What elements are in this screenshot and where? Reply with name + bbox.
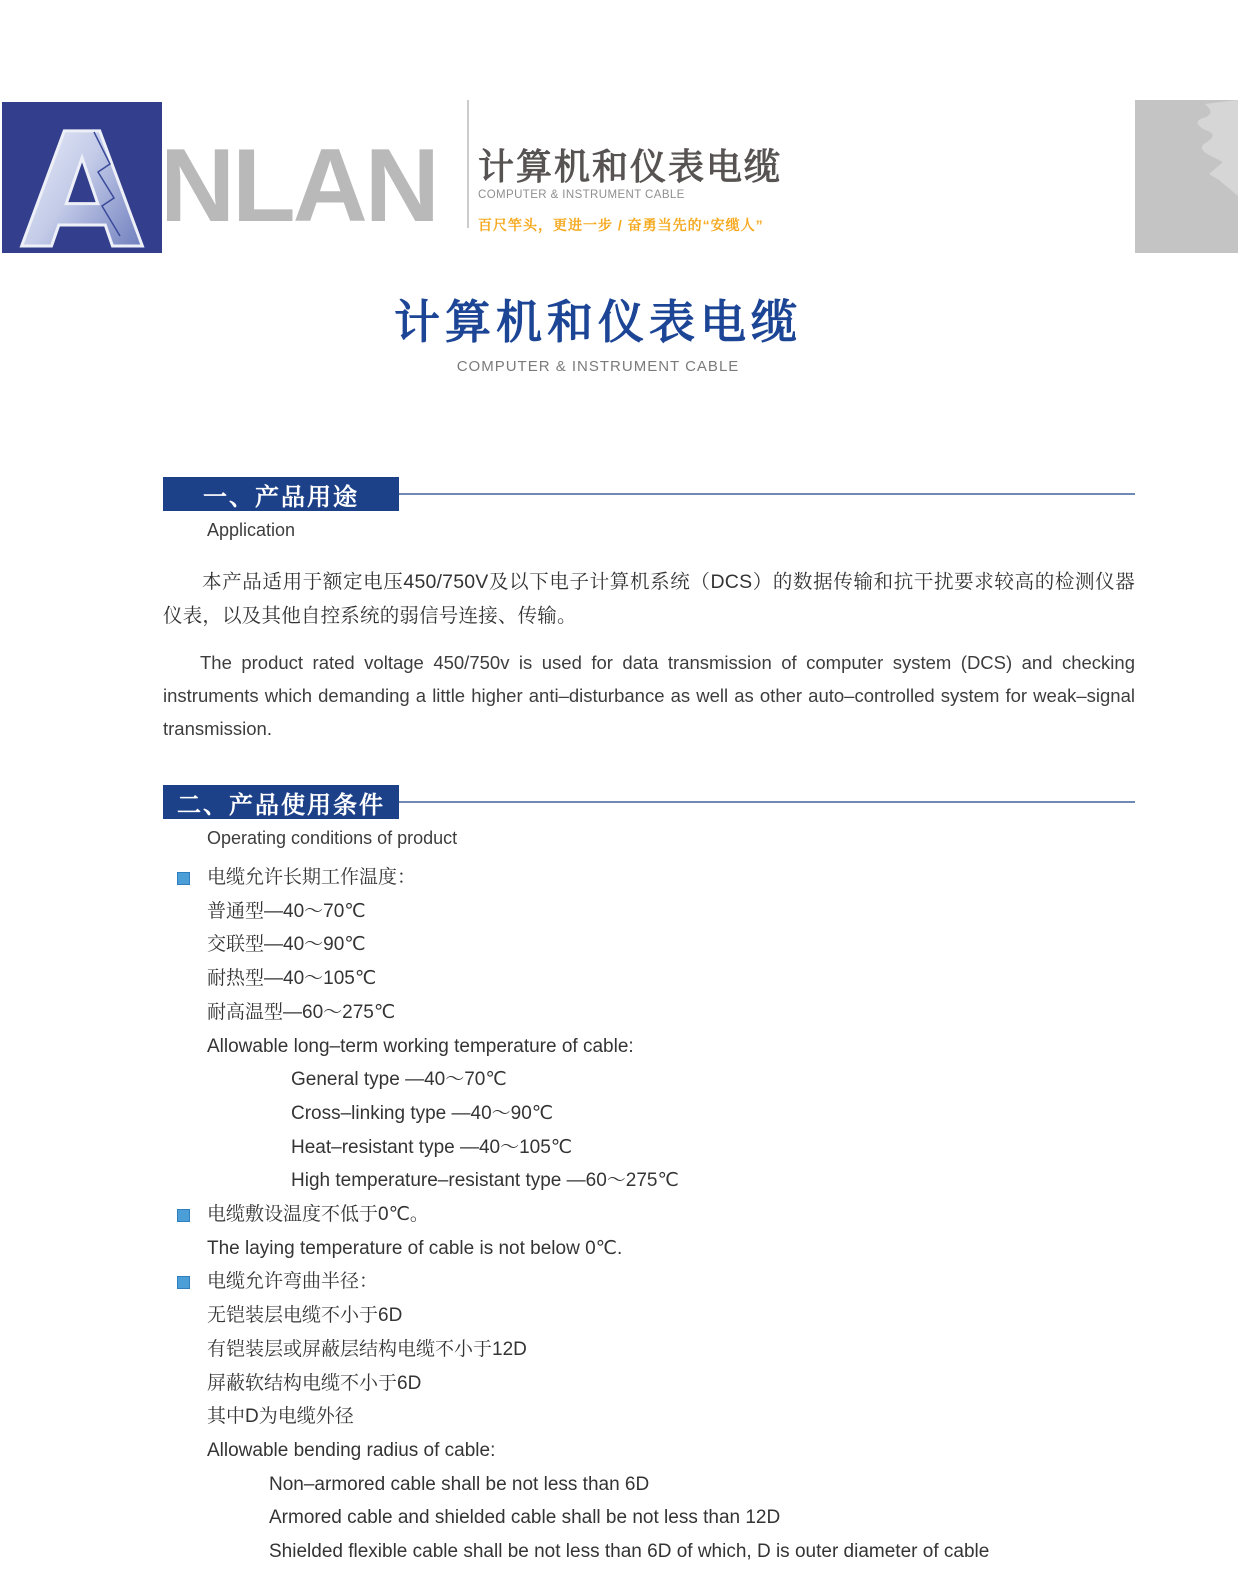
section-heading-rule [399,801,1135,803]
condition-line: Non–armored cable shall be not less than 6D [269,1473,650,1495]
condition-line: Cross–linking type —40～90℃ [291,1102,554,1124]
condition-line: 耐热型—40～105℃ [207,968,377,990]
condition-line: 电缆敷设温度不低于0℃。 [163,1198,1135,1232]
header-title-cn: 计算机和仪表电缆 [478,146,783,187]
condition-line: 交联型—40～90℃ [207,934,366,956]
header-title-en: COMPUTER & INSTRUMENT CABLE [478,188,685,201]
condition-line: 电缆允许弯曲半径： [163,1265,1135,1299]
condition-line: General type —40～70℃ [291,1069,507,1091]
header-slogan: 百尺竿头，更进一步 / 奋勇当先的“安缆人” [478,216,764,233]
anlan-logo-mark [2,100,162,284]
condition-line: High temperature–resistant type —60～275℃ [291,1170,679,1192]
condition-line: 无铠装层电缆不小于6D [207,1305,403,1327]
anlan-logo-text: NLAN [160,128,437,244]
corner-photo [1135,100,1238,253]
condition-line: 有铠装层或屏蔽层结构电缆不小于12D [207,1338,527,1360]
section-application [163,477,1135,745]
condition-line: The laying temperature of cable is not below 0℃. [207,1237,623,1259]
section-heading-row [163,477,1135,511]
conditions-list [163,861,1135,1569]
condition-line: 普通型—40～70℃ [207,900,366,922]
header-title-block [478,147,782,235]
section-heading-application: 一、产品用途 [163,477,399,511]
condition-line: 其中D为电缆外径 [207,1406,354,1428]
header-divider [467,100,469,228]
page-subtitle: COMPUTER & INSTRUMENT CABLE [456,357,740,375]
svg-text:A: A [20,100,144,284]
application-paragraph-en: The product rated voltage 450/750v is used for data transmission of computer system (DCS) and checking instruments which demanding a little higher anti–disturbance as well as other auto–controlled system for weak–signal transmission. [163,652,1135,739]
page-title-block [0,296,1196,375]
condition-line: 电缆允许长期工作温度： [163,861,1135,895]
section-heading-rule [399,493,1135,495]
section-heading-conditions: 二、产品使用条件 [163,785,399,819]
leaf-icon [1135,100,1238,253]
condition-line: Armored cable and shielded cable shall be not less than 12D [269,1507,781,1529]
condition-line: Shielded flexible cable shall be not less than 6D of which, D is outer diameter of cable [269,1541,990,1563]
section-heading-application-en: Application [207,520,296,540]
application-paragraph-cn: 本产品适用于额定电压450/750V及以下电子计算机系统（DCS）的数据传输和抗干扰要求较高的检测仪器仪表，以及其他自控系统的弱信号连接、传输。 [163,571,1135,627]
logo-a-icon [2,100,162,284]
condition-line: 屏蔽软结构电缆不小于6D [207,1372,422,1394]
condition-line: Heat–resistant type —40～105℃ [291,1136,573,1158]
page-title: 计算机和仪表电缆 [394,296,802,348]
condition-line: 耐高温型—60～275℃ [207,1001,396,1023]
section-heading-conditions-en: Operating conditions of product [207,828,458,848]
section-heading-row [163,785,1135,819]
condition-line: Allowable bending radius of cable: [207,1439,496,1461]
content [163,470,1135,1569]
section-operating-conditions [163,785,1135,1569]
condition-line: Allowable long–term working temperature of cable: [207,1035,634,1057]
